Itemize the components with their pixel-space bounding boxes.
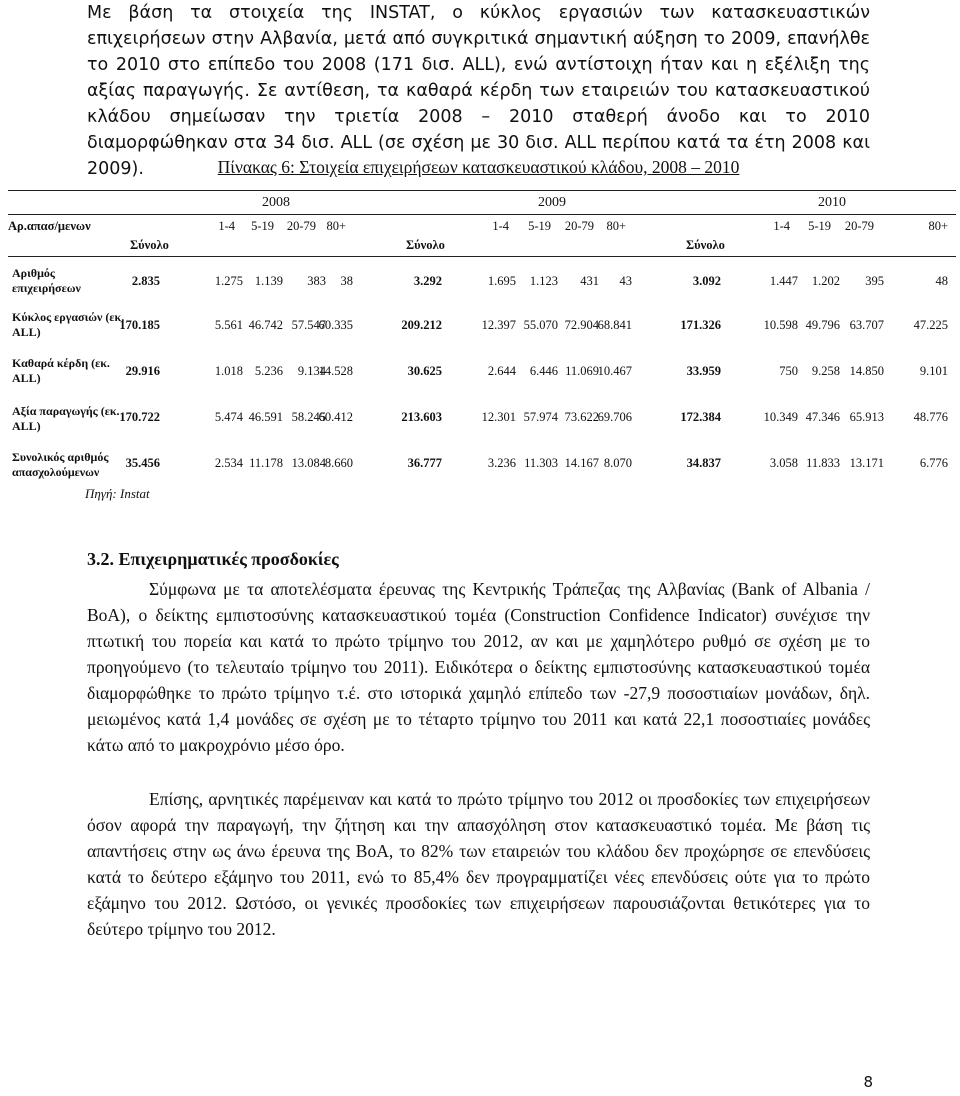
table-cell: 9.258 [811, 364, 840, 378]
source-value: Instat [120, 486, 150, 501]
table-cell: 5.474 [214, 410, 243, 424]
size-class-header: 20-79 [564, 219, 594, 233]
table-cell: 3.058 [769, 456, 798, 470]
table-cell: 12.397 [481, 318, 516, 332]
row-label: Συνολικός αριθμός απασχολούμενων [12, 450, 109, 479]
table-cell: 55.070 [523, 318, 558, 332]
table-cell: 1.139 [254, 274, 283, 288]
row-label: Καθαρά κέρδη (εκ. ALL) [12, 356, 110, 385]
row-label: Αριθμός επιχειρήσεων [12, 266, 81, 295]
table-source: Πηγή: Instat [85, 486, 150, 501]
size-class-header: 1-4 [773, 219, 790, 233]
table-cell: 1.447 [769, 274, 798, 288]
table-cell: 10.349 [763, 410, 798, 424]
intro-paragraph: Με βάση τα στοιχεία της INSTAT, ο κύκλος εργασιών των κατασκευαστικών επιχειρήσεων στην Αλβανία, μετά από συγκριτικά σημαντική αύξηση το 2009, επανήλθε το 2010 στο επίπεδο του 2008 (171 δισ. ALL), ενώ αντίστοιχη ήταν και η εξέλιξη της αξίας παραγωγής. Σε αντίθεση, τα καθαρά κέρδη των εταιρειών του κατασκευαστικού κλάδου σημείωσαν την τριετία 2008 – 2010 σταθερή άνοδο και το 2010 διαμορφώθηκαν στα 34 δισ. ALL (σε σχέση με 30 δισ. ALL περίπου κατά τα έτη 2008 και 2009). [87, 3, 870, 179]
table-cell: 1.275 [214, 274, 243, 288]
table-cell-total: 171.326 [680, 318, 721, 332]
table-cell: 9.101 [919, 364, 948, 378]
table-cell: 12.301 [481, 410, 516, 424]
table-cell: 68.841 [597, 318, 632, 332]
table-cell: 1.695 [487, 274, 516, 288]
table-cell: 2.644 [487, 364, 516, 378]
table-cell: 11.178 [249, 456, 283, 470]
size-class-header: 20-79 [844, 219, 874, 233]
table-cell: 14.850 [849, 364, 884, 378]
table-cell-total: 3.292 [413, 274, 442, 288]
table-cell: 49.796 [805, 318, 840, 332]
total-header: Σύνολο [406, 238, 445, 252]
table-cell: 60.335 [318, 318, 353, 332]
table-cell: 6.446 [529, 364, 558, 378]
table-cell: 69.706 [597, 410, 632, 424]
table-cell: 73.622 [564, 410, 599, 424]
table-cell: 750 [779, 364, 798, 378]
table-cell: 14.167 [564, 456, 599, 470]
table-cell: 5.561 [214, 318, 243, 332]
table-rule [8, 190, 956, 191]
table-cell: 57.547 [291, 318, 326, 332]
table-cell-total: 33.959 [686, 364, 721, 378]
table-cell: 1.123 [529, 274, 558, 288]
table-cell: 13.171 [849, 456, 884, 470]
table-cell: 48.776 [913, 410, 948, 424]
section-heading: 3.2. Επιχειρηματικές προσδοκίες [87, 549, 339, 569]
table-cell: 11.833 [806, 456, 840, 470]
table-cell-total: 170.722 [119, 410, 160, 424]
page-number: 8 [863, 1073, 873, 1091]
row-label: Κύκλος εργασιών (εκ. ALL) [12, 310, 125, 339]
table-cell-total: 170.185 [119, 318, 160, 332]
table-cell: 57.974 [523, 410, 558, 424]
table-cell: 38 [340, 274, 353, 288]
table-cell: 3.236 [487, 456, 516, 470]
table-cell: 395 [865, 274, 884, 288]
table-cell: 43 [619, 274, 632, 288]
size-class-header: 5-19 [808, 219, 831, 233]
size-class-header: 80+ [928, 219, 948, 233]
table-cell: 383 [307, 274, 326, 288]
table-cell: 72.904 [564, 318, 599, 332]
table-cell: 11.069 [565, 364, 599, 378]
size-class-header: 1-4 [492, 219, 509, 233]
size-class-header: 5-19 [251, 219, 274, 233]
table-cell: 46.742 [248, 318, 283, 332]
table-cell: 14.528 [318, 364, 353, 378]
table-cell: 47.346 [805, 410, 840, 424]
size-class-header: 80+ [326, 219, 346, 233]
table-cell-total: 34.837 [686, 456, 721, 470]
employees-header: Αρ.απασ/μενων [8, 219, 91, 233]
year-header: 2010 [818, 195, 846, 210]
table-cell: 65.913 [849, 410, 884, 424]
table-cell: 6.776 [919, 456, 948, 470]
table-cell: 9.134 [297, 364, 326, 378]
table-cell: 11.303 [524, 456, 558, 470]
table-cell: 48 [935, 274, 948, 288]
size-class-header: 20-79 [286, 219, 316, 233]
table-cell: 8.070 [603, 456, 632, 470]
table-cell-total: 30.625 [407, 364, 442, 378]
table-caption: Πίνακας 6: Στοιχεία επιχειρήσεων κατασκευαστικού κλάδου, 2008 – 2010 [217, 157, 740, 177]
table-cell: 2.534 [214, 456, 243, 470]
source-label: Πηγή [85, 486, 113, 501]
table-cell: 1.202 [811, 274, 840, 288]
paragraph: Επίσης, αρνητικές παρέμειναν και κατά το πρώτο τρίμηνο του 2012 οι προσδοκίες των επιχειρήσεων όσον αφορά την παραγωγή, την ζήτηση και την απασχόληση στον κατασκευαστικό τομέα. Με βάση τις απαντήσεις στην ως άνω έρευνα της BoA, το 82% των εταιρειών του κλάδου δεν προχώρησε σε επενδύσεις κατά το δεύτερο εξάμηνο του 2011, ενώ το 85,4% δεν προγραμματίζει νέες επενδύσεις ούτε για το πρώτο εξάμηνο του 2012. Ωστόσο, οι γενικές προσδοκίες των επιχειρήσεων παρουσιάζονται θετικότερες για το δεύτερο τρίμηνο του 2012. [87, 789, 870, 939]
size-class-header: 80+ [606, 219, 626, 233]
table-cell-total: 29.916 [125, 364, 160, 378]
table-cell: 63.707 [849, 318, 884, 332]
table-cell: 1.018 [214, 364, 243, 378]
table-cell: 431 [580, 274, 599, 288]
row-label: Αξία παραγωγής (εκ. ALL) [12, 404, 120, 433]
table-cell-total: 209.212 [401, 318, 442, 332]
table-cell-total: 36.777 [407, 456, 442, 470]
year-header: 2008 [262, 195, 290, 210]
table-cell: 60.412 [318, 410, 353, 424]
table-cell: 8.660 [324, 456, 353, 470]
table-rule [8, 214, 956, 215]
table-cell-total: 3.092 [692, 274, 721, 288]
total-header: Σύνολο [130, 238, 169, 252]
table-cell-total: 35.456 [125, 456, 160, 470]
table-cell: 5.236 [254, 364, 283, 378]
table-cell: 46.591 [248, 410, 283, 424]
total-header: Σύνολο [686, 238, 725, 252]
table-cell: 58.245 [291, 410, 326, 424]
size-class-header: 1-4 [218, 219, 235, 233]
table-cell: 47.225 [913, 318, 948, 332]
table-cell-total: 172.384 [680, 410, 721, 424]
table-cell: 10.467 [597, 364, 632, 378]
table-cell-total: 213.603 [401, 410, 442, 424]
paragraph: Σύμφωνα με τα αποτελέσματα έρευνας της Κεντρικής Τράπεζας της Αλβανίας (Bank of Albania / BoA), ο δείκτης εμπιστοσύνης κατασκευαστικού τομέα (Construction Confidence Indicator) συνέχισε την πτωτική του πορεία και κατά το πρώτο τρίμηνο του 2012, αν και με χαμηλότερο ρυθμό σε σχέση με το προηγούμενο (το τελευταίο τρίμηνο του 2011). Ειδικότερα ο δείκτης εμπιστοσύνης κατασκευαστικού τομέα διαμορφώθηκε το πρώτο τρίμηνο τ.έ. στο ιστορικά χαμηλό επίπεδο των -27,9 ποσοστιαίων μονάδων, δηλ. μειωμένος κατά 1,4 μονάδες σε σχέση με το τέταρτο τρίμηνο του 2011 και κατά 22,1 ποσοστιαίες μονάδες κάτω από το μακροχρόνιο μέσο όρο. [87, 579, 870, 755]
size-class-header: 5-19 [528, 219, 551, 233]
table-cell: 13.084 [291, 456, 326, 470]
table-cell: 10.598 [763, 318, 798, 332]
year-header: 2009 [538, 195, 566, 210]
table-cell-total: 2.835 [131, 274, 160, 288]
table-rule [8, 256, 956, 257]
